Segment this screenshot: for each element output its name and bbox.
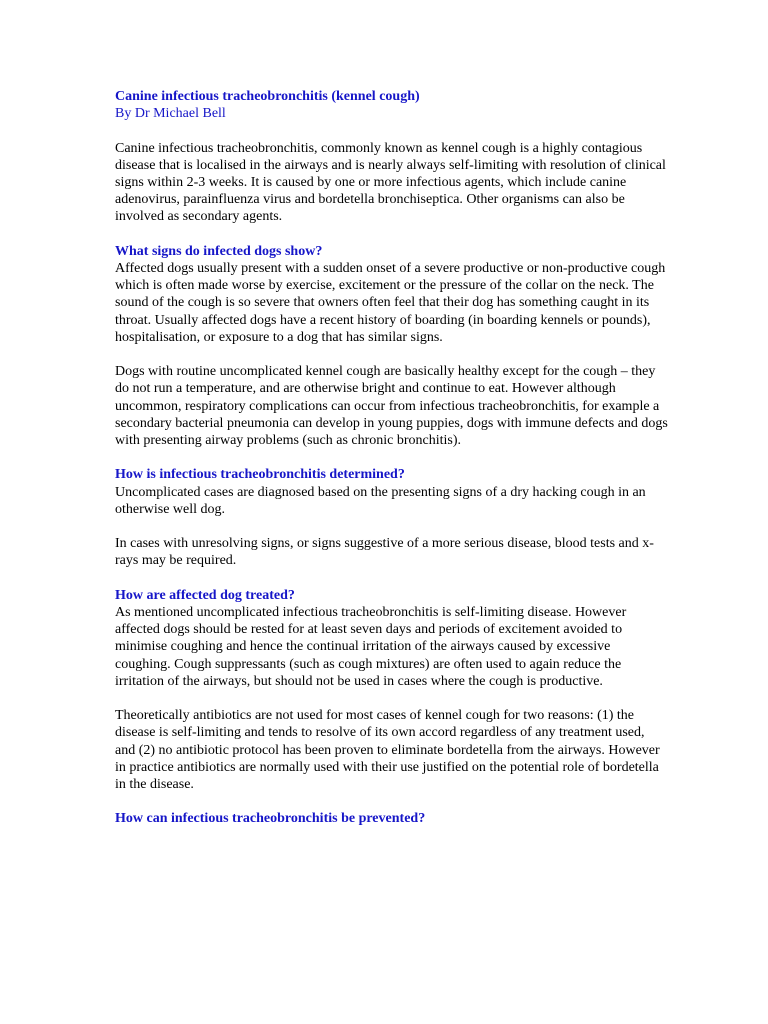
document-title: Canine infectious tracheobronchitis (kennel cough) (115, 89, 420, 104)
section-diagnosis-paragraph-2: In cases with unresolving signs, or signs suggestive of a more serious disease, blood tests and x-rays may be required. (115, 536, 654, 569)
section-signs-paragraph-2: Dogs with routine uncomplicated kennel cough are basically healthy except for the cough – they do not run a temperature, and are otherwise bright and continue to eat. However although uncommon, respiratory complications can occur from infectious tracheobronchitis, for example a secondary bacterial pneumonia can develop in young puppies, dogs with immune defects and dogs with presenting airway problems (such as chronic bronchitis). (115, 364, 668, 449)
section-heading-treatment: How are affected dog treated? (115, 587, 295, 603)
intro-paragraph: Canine infectious tracheobronchitis, commonly known as kennel cough is a highly contagious disease that is localised in the airways and is nearly always self-limiting with resolution of clinical signs within 2-3 weeks. It is caused by one or more infectious agents, which include canine adenovirus, parainfluenza virus and bordetella bronchiseptica. Other organisms can also be involved as secondary agents. (115, 140, 666, 225)
section-heading-signs: What signs do infected dogs show? (115, 243, 323, 259)
section-diagnosis-paragraph-1: Uncomplicated cases are diagnosed based on the presenting signs of a dry hacking cough in an otherwise well dog. (115, 484, 646, 517)
spacer (115, 346, 668, 363)
section-heading-diagnosis: How is infectious tracheobronchitis determined? (115, 467, 405, 483)
spacer (115, 793, 668, 810)
section-treatment-paragraph-1: As mentioned uncomplicated infectious tracheobronchitis is self-limiting disease. However affected dogs should be rested for at least seven days and periods of excitement avoided to minimise coughing and hence the continual irritation of the airways caused by excessive coughing. Cough suppressants (such as cough mixtures) are often used to again reduce the irritation of the airways, but should not be used in cases where the cough is productive. (115, 605, 627, 689)
spacer (115, 518, 668, 535)
spacer (115, 449, 668, 466)
spacer (115, 226, 668, 243)
section-signs-paragraph-1: Affected dogs usually present with a sudden onset of a severe productive or non-productive cough which is often made worse by exercise, excitement or the pressure of the collar on the neck. The sound of the cough is so severe that owners often feel that their dog has something caught in its throat. Usually affected dogs have a recent history of boarding (in boarding kennels or pounds), hospitalisation, or exposure to a dog that has similar signs. (115, 261, 666, 345)
spacer (115, 690, 668, 707)
document-byline: By Dr Michael Bell (115, 106, 226, 122)
section-heading-prevention: How can infectious tracheobronchitis be prevented? (115, 811, 426, 827)
section-treatment-paragraph-2: Theoretically antibiotics are not used for most cases of kennel cough for two reasons: (1) the disease is self-limiting and tends to resolve of its own accord regardless of any treatment used, and (2) no antibiotic protocol has been proven to eliminate bordetella from the airways. However in practice antibiotics are normally used with their use justified on the potential role of bordetella in the disease. (115, 708, 660, 793)
spacer (115, 570, 668, 587)
spacer (115, 122, 668, 139)
